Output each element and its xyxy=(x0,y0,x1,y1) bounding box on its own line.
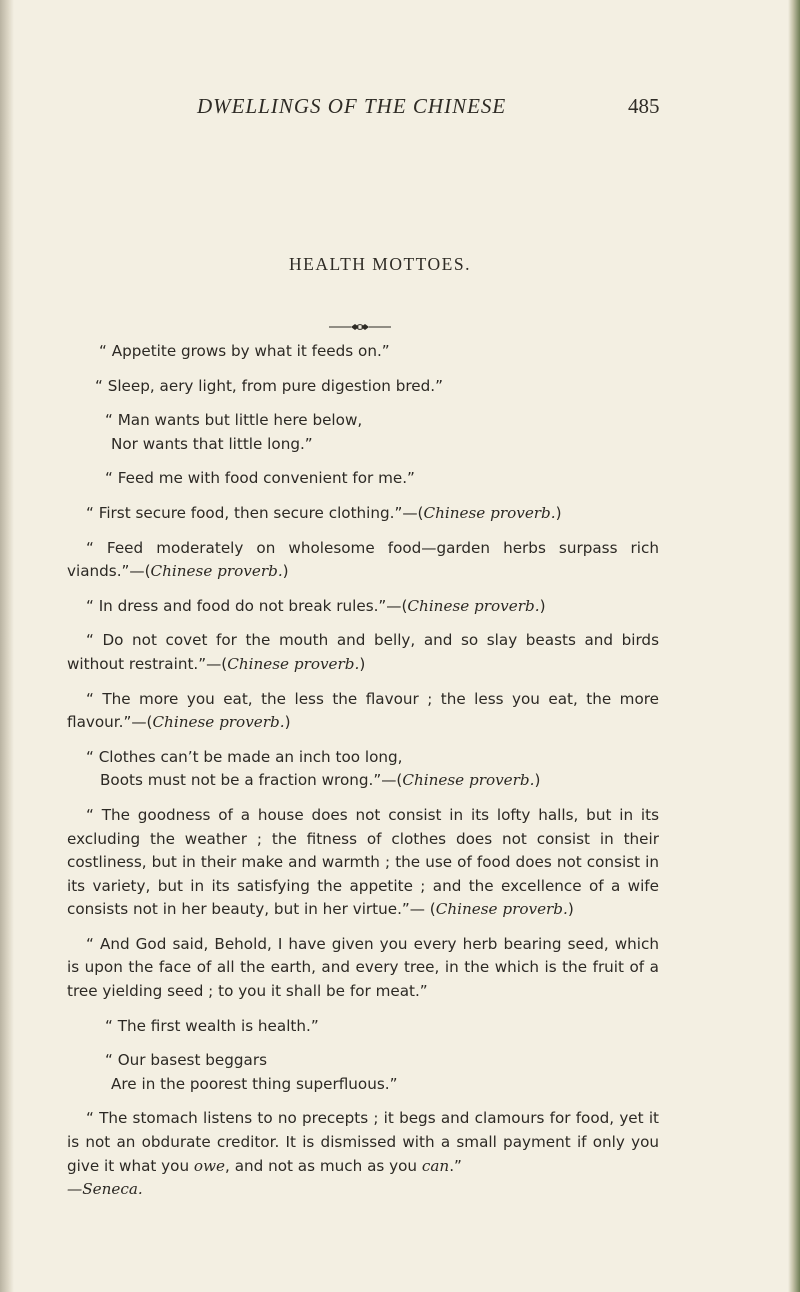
page-number: 485 xyxy=(628,94,660,118)
motto-3 xyxy=(67,409,659,456)
attribution: Chinese proverb. xyxy=(402,771,535,790)
attribution: Chinese proverb. xyxy=(150,562,283,581)
motto-4: “ Feed me with food convenient for me.” xyxy=(105,469,415,488)
running-title: DWELLINGS OF THE CHINESE xyxy=(197,94,507,118)
section-title: HEALTH MOTTOES. xyxy=(289,254,471,274)
motto-15: “ The stomach listens to no precepts ; it begs and clamours for food, yet it is not an obdurate creditor. It is dismissed with a small payment if only you give it what you owe, and not as much as you can.” —Seneca. xyxy=(67,1109,659,1199)
motto-10-line-1: “ Clothes can’t be made an inch too long, xyxy=(86,747,403,766)
motto-6: “ Feed moderately on wholesome food—garden herbs surpass rich viands.”—(Chinese proverb.) xyxy=(67,538,659,581)
motto-10 xyxy=(67,746,659,793)
motto-9: “ The more you eat, the less the flavour ; the less you eat, the more flavour.”—(Chinese proverb.) xyxy=(67,689,659,732)
motto-12: “ And God said, Behold, I have given you every herb bearing seed, which is upon the face of all the earth, and every tree, in the which is the fruit of a tree yielding seed ; to you it shall be for meat.” xyxy=(67,934,659,1001)
mottoes-list xyxy=(67,340,659,1213)
motto-11: “ The goodness of a house does not consist in its lofty halls, but in its excluding the weather ; the fitness of clothes does not consist in their costliness, but in their make and warmth ; the use of food does not consist in its variety, but in its satisfying the appetite ; and the excellence of a wife consists not in her beauty, but in her virtue.”— (Chinese proverb.) xyxy=(67,805,659,919)
motto-14-line-2: Are in the poorest thing superfluous.” xyxy=(111,1074,398,1093)
running-head xyxy=(0,94,800,124)
attribution: Chinese proverb. xyxy=(227,654,360,673)
motto-14 xyxy=(67,1049,659,1096)
attribution: Chinese proverb. xyxy=(407,596,540,615)
motto-2: “ Sleep, aery light, from pure digestion bred.” xyxy=(95,376,443,395)
motto-14-line-1: “ Our basest beggars xyxy=(105,1051,267,1070)
page-edge xyxy=(788,0,800,1292)
attribution: Chinese proverb. xyxy=(435,900,568,919)
motto-10-line-2: Boots must not be a fraction wrong.”—(Chinese proverb.) xyxy=(100,771,541,790)
motto-13: “ The first wealth is health.” xyxy=(105,1016,319,1035)
motto-3-line-2: Nor wants that little long.” xyxy=(111,434,313,453)
ornament-rule xyxy=(329,323,391,331)
page-gutter xyxy=(0,0,14,1292)
motto-7: “ In dress and food do not break rules.”—(Chinese proverb.) xyxy=(86,596,546,615)
attribution: Chinese proverb. xyxy=(152,713,285,732)
motto-8: “ Do not covet for the mouth and belly, and so slay beasts and birds without restraint.”—(Chinese proverb.) xyxy=(67,631,659,673)
attribution: Chinese proverb. xyxy=(423,503,556,522)
source-seneca: —Seneca. xyxy=(67,1180,143,1199)
motto-1: “ Appetite grows by what it feeds on.” xyxy=(99,342,390,360)
motto-5: “ First secure food, then secure clothing.”—(Chinese proverb.) xyxy=(86,503,562,522)
motto-3-line-1: “ Man wants but little here below, xyxy=(105,411,363,430)
